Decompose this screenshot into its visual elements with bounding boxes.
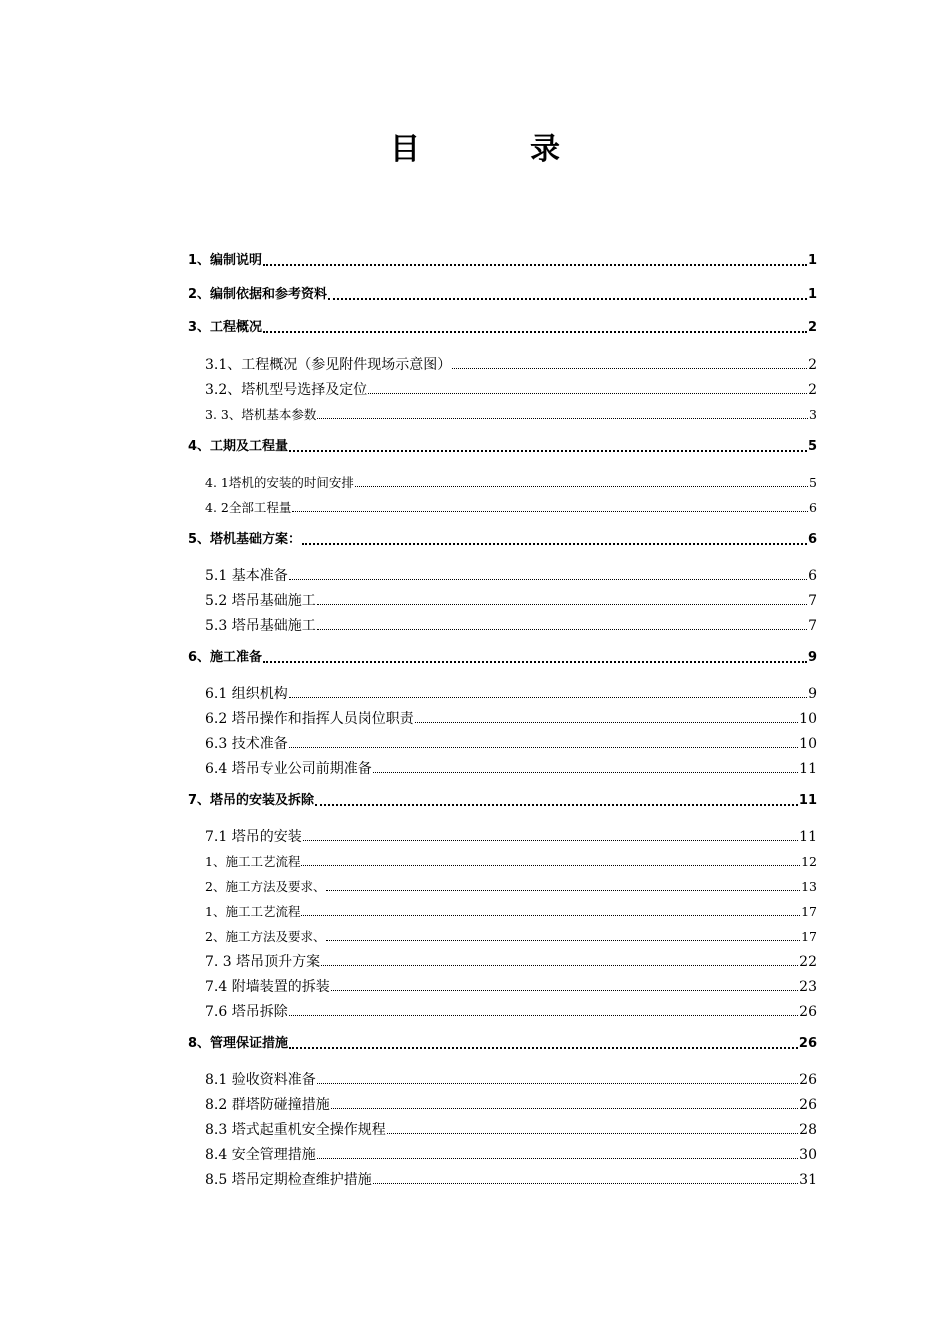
toc-entry[interactable] <box>205 1070 817 1090</box>
toc-leader-dots <box>301 915 800 916</box>
toc-entry[interactable] <box>205 1170 817 1190</box>
toc-entry[interactable] <box>188 318 817 338</box>
toc-entry-page: 10 <box>799 711 817 727</box>
toc-entry[interactable] <box>205 827 817 847</box>
toc-entry-page: 2 <box>808 382 817 398</box>
toc-entry[interactable] <box>205 591 817 611</box>
toc-entry-label: 7.4 附墙装置的拆装 <box>205 979 330 995</box>
toc-leader-dots <box>331 1108 798 1109</box>
toc-entry-label: 4. 2全部工程量 <box>205 500 292 515</box>
toc-leader-dots <box>263 331 807 333</box>
toc-leader-dots <box>373 1183 798 1184</box>
toc-entry-page: 17 <box>801 904 817 919</box>
toc-entry-label: 8.1 验收资料准备 <box>205 1072 316 1088</box>
toc-entry-label: 1、施工工艺流程 <box>205 904 301 919</box>
toc-entry[interactable] <box>205 759 817 779</box>
toc-entry-label: 1、编制说明 <box>188 253 263 268</box>
toc-entry-label: 5.2 塔吊基础施工 <box>205 593 316 609</box>
toc-entry-label: 3、工程概况 <box>188 320 263 335</box>
toc-entry[interactable] <box>205 709 817 729</box>
toc-entry-label: 8、管理保证措施 <box>188 1036 289 1051</box>
toc-leader-dots <box>452 368 807 369</box>
toc-entry-page: 22 <box>799 954 817 970</box>
toc-entry[interactable] <box>205 1002 817 1022</box>
toc-entry-page: 1 <box>807 253 817 268</box>
toc-entry-page: 3 <box>809 407 817 422</box>
toc-leader-dots <box>317 629 807 630</box>
toc-entry-label: 8.2 群塔防碰撞措施 <box>205 1097 330 1113</box>
toc-entry-page: 7 <box>808 593 817 609</box>
toc-entry[interactable] <box>205 877 817 897</box>
toc-entry[interactable] <box>188 648 817 668</box>
toc-leader-dots <box>317 418 808 419</box>
toc-leader-dots <box>321 965 798 966</box>
toc-leader-dots <box>326 890 800 891</box>
toc-leader-dots <box>301 865 800 866</box>
toc-leader-dots <box>302 543 807 545</box>
toc-entry-page: 6 <box>808 568 817 584</box>
toc-entry[interactable] <box>205 1145 817 1165</box>
toc-entry[interactable] <box>205 405 817 425</box>
toc-leader-dots <box>303 840 798 841</box>
toc-leader-dots <box>289 450 807 452</box>
toc-entry[interactable] <box>205 566 817 586</box>
toc-leader-dots <box>317 1158 798 1159</box>
toc-entry-label: 6.4 塔吊专业公司前期准备 <box>205 761 372 777</box>
toc-entry-label: 2、施工方法及要求、 <box>205 929 326 944</box>
toc-entry-label: 1、施工工艺流程 <box>205 854 301 869</box>
toc-entry[interactable] <box>205 902 817 922</box>
toc-entry[interactable] <box>205 616 817 636</box>
toc-leader-dots <box>315 804 798 806</box>
toc-entry-page: 5 <box>809 475 817 490</box>
toc-entry-page: 23 <box>799 979 817 995</box>
toc-entry-page: 6 <box>807 532 817 547</box>
toc-entry-page: 13 <box>801 879 817 894</box>
toc-entry-page: 10 <box>799 736 817 752</box>
toc-entry[interactable] <box>188 285 817 305</box>
toc-entry[interactable] <box>205 380 817 400</box>
toc-entry-label: 6、施工准备 <box>188 650 263 665</box>
toc-entry-label: 3. 3、塔机基本参数 <box>205 407 317 422</box>
toc-entry-label: 6.1 组织机构 <box>205 686 288 702</box>
toc-leader-dots <box>326 940 800 941</box>
toc-entry[interactable] <box>188 530 817 550</box>
toc-leader-dots <box>317 604 807 605</box>
toc-entry-page: 26 <box>799 1072 817 1088</box>
toc-entry-label: 5.1 基本准备 <box>205 568 288 584</box>
toc-entry-label: 7.6 塔吊拆除 <box>205 1004 288 1020</box>
toc-entry-label: 2、施工方法及要求、 <box>205 879 326 894</box>
toc-entry-label: 7.1 塔吊的安装 <box>205 829 302 845</box>
toc-entry[interactable] <box>188 437 817 457</box>
toc-entry-label: 3.1、工程概况（参见附件现场示意图） <box>205 357 452 373</box>
toc-entry-page: 11 <box>799 829 817 845</box>
toc-leader-dots <box>328 298 807 300</box>
toc-entry[interactable] <box>205 473 817 493</box>
toc-leader-dots <box>415 722 798 723</box>
toc-entry[interactable] <box>205 852 817 872</box>
toc-entry-label: 3.2、塔机型号选择及定位 <box>205 382 368 398</box>
toc-entry[interactable] <box>205 1095 817 1115</box>
toc-leader-dots <box>292 511 808 512</box>
toc-leader-dots <box>317 1083 798 1084</box>
toc-entry[interactable] <box>205 684 817 704</box>
toc-entry[interactable] <box>205 952 817 972</box>
toc-entry-page: 26 <box>798 1036 817 1051</box>
toc-entry-page: 2 <box>807 320 817 335</box>
toc-entry-label: 4、工期及工程量 <box>188 439 289 454</box>
toc-entry-page: 7 <box>808 618 817 634</box>
toc-leader-dots <box>289 1047 798 1049</box>
toc-entry-page: 28 <box>799 1122 817 1138</box>
toc-entry-label: 8.5 塔吊定期检查维护措施 <box>205 1172 372 1188</box>
toc-title: 目 录 <box>390 132 600 167</box>
toc-entry-page: 11 <box>798 793 817 808</box>
toc-entry-page: 1 <box>807 287 817 302</box>
toc-leader-dots <box>289 697 807 698</box>
toc-leader-dots <box>289 579 807 580</box>
toc-leader-dots <box>289 1015 798 1016</box>
toc-entry[interactable] <box>205 734 817 754</box>
toc-entry[interactable] <box>188 1034 817 1054</box>
toc-entry-label: 5、塔机基础方案： <box>188 532 302 547</box>
toc-entry-page: 17 <box>801 929 817 944</box>
toc-leader-dots <box>263 264 807 266</box>
toc-leader-dots <box>289 747 798 748</box>
toc-entry-page: 11 <box>799 761 817 777</box>
toc-entry-label: 2、编制依据和参考资料 <box>188 287 328 302</box>
toc-entry-label: 6.2 塔吊操作和指挥人员岗位职责 <box>205 711 414 727</box>
toc-entry[interactable] <box>205 927 817 947</box>
toc-leader-dots <box>368 393 807 394</box>
toc-leader-dots <box>331 990 798 991</box>
toc-entry-page: 9 <box>807 650 817 665</box>
toc-entry-page: 26 <box>799 1004 817 1020</box>
toc-entry[interactable] <box>205 355 817 375</box>
toc-entry-page: 2 <box>808 357 817 373</box>
toc-entry-label: 5.3 塔吊基础施工 <box>205 618 316 634</box>
toc-entry[interactable] <box>205 977 817 997</box>
toc-entry-page: 9 <box>808 686 817 702</box>
toc-entry-label: 7. 3 塔吊顶升方案 <box>205 954 321 970</box>
toc-entry-page: 12 <box>801 854 817 869</box>
toc-leader-dots <box>355 486 808 487</box>
toc-leader-dots <box>387 1133 798 1134</box>
toc-entry-label: 8.4 安全管理措施 <box>205 1147 316 1163</box>
toc-entry[interactable] <box>205 1120 817 1140</box>
toc-entry[interactable] <box>188 251 817 271</box>
toc-entry-label: 8.3 塔式起重机安全操作规程 <box>205 1122 386 1138</box>
toc-entry-label: 7、塔吊的安装及拆除 <box>188 793 315 808</box>
toc-leader-dots <box>263 661 807 663</box>
toc-entry-page: 5 <box>807 439 817 454</box>
toc-entry-label: 4. 1塔机的安装的时间安排 <box>205 475 354 490</box>
toc-leader-dots <box>373 772 798 773</box>
toc-entry-page: 6 <box>809 500 817 515</box>
toc-entry-page: 31 <box>799 1172 817 1188</box>
toc-entry[interactable] <box>205 498 817 518</box>
toc-entry-page: 30 <box>799 1147 817 1163</box>
toc-entry-label: 6.3 技术准备 <box>205 736 288 752</box>
toc-entry[interactable] <box>188 791 817 811</box>
toc-entry-page: 26 <box>799 1097 817 1113</box>
